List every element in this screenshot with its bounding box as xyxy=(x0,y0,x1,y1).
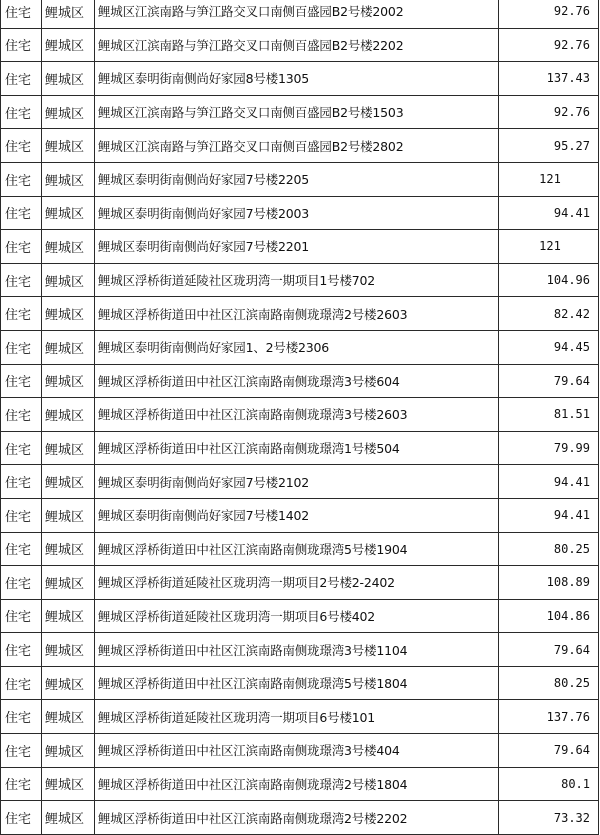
address-cell: 鲤城区泰明街南侧尚好家园7号楼1402 xyxy=(95,498,499,532)
district-cell: 鲤城区 xyxy=(42,431,95,465)
type-cell: 住宅 xyxy=(1,263,42,297)
area-cell: 73.32 xyxy=(499,801,599,835)
district-cell: 鲤城区 xyxy=(42,129,95,163)
type-cell: 住宅 xyxy=(1,801,42,835)
area-cell: 108.89 xyxy=(499,566,599,600)
table-row xyxy=(1,532,599,566)
area-cell: 81.51 xyxy=(499,398,599,432)
district-cell: 鲤城区 xyxy=(42,801,95,835)
area-cell: 79.64 xyxy=(499,734,599,768)
address-cell: 鲤城区江滨南路与笋江路交叉口南侧百盛园B2号楼2802 xyxy=(95,129,499,163)
table-row xyxy=(1,162,599,196)
district-cell: 鲤城区 xyxy=(42,162,95,196)
table-row xyxy=(1,263,599,297)
district-cell: 鲤城区 xyxy=(42,263,95,297)
table-row xyxy=(1,28,599,62)
type-cell: 住宅 xyxy=(1,28,42,62)
table-row xyxy=(1,734,599,768)
type-cell: 住宅 xyxy=(1,498,42,532)
table-row xyxy=(1,498,599,532)
district-cell: 鲤城区 xyxy=(42,62,95,96)
address-cell: 鲤城区泰明街南侧尚好家园7号楼2201 xyxy=(95,230,499,264)
type-cell: 住宅 xyxy=(1,398,42,432)
type-cell: 住宅 xyxy=(1,532,42,566)
table-row xyxy=(1,62,599,96)
area-cell: 121 xyxy=(499,230,599,264)
type-cell: 住宅 xyxy=(1,700,42,734)
area-cell: 121 xyxy=(499,162,599,196)
district-cell: 鲤城区 xyxy=(42,196,95,230)
address-cell: 鲤城区浮桥街道田中社区江滨南路南侧珑璟湾1号楼504 xyxy=(95,431,499,465)
area-cell: 95.27 xyxy=(499,129,599,163)
address-cell: 鲤城区泰明街南侧尚好家园7号楼2205 xyxy=(95,162,499,196)
district-cell: 鲤城区 xyxy=(42,465,95,499)
table-row xyxy=(1,465,599,499)
address-cell: 鲤城区浮桥街道延陵社区珑玥湾一期项目6号楼101 xyxy=(95,700,499,734)
table-row xyxy=(1,398,599,432)
area-cell: 79.64 xyxy=(499,633,599,667)
type-cell: 住宅 xyxy=(1,62,42,96)
type-cell: 住宅 xyxy=(1,666,42,700)
table-row xyxy=(1,431,599,465)
area-cell: 94.45 xyxy=(499,330,599,364)
table-row xyxy=(1,230,599,264)
address-cell: 鲤城区江滨南路与笋江路交叉口南侧百盛园B2号楼2202 xyxy=(95,28,499,62)
area-cell: 137.76 xyxy=(499,700,599,734)
area-cell: 92.76 xyxy=(499,0,599,28)
area-cell: 80.25 xyxy=(499,532,599,566)
district-cell: 鲤城区 xyxy=(42,95,95,129)
district-cell: 鲤城区 xyxy=(42,230,95,264)
district-cell: 鲤城区 xyxy=(42,633,95,667)
address-cell: 鲤城区浮桥街道田中社区江滨南路南侧珑璟湾2号楼2603 xyxy=(95,297,499,331)
district-cell: 鲤城区 xyxy=(42,734,95,768)
table-row xyxy=(1,666,599,700)
area-cell: 92.76 xyxy=(499,28,599,62)
address-cell: 鲤城区浮桥街道田中社区江滨南路南侧珑璟湾2号楼1804 xyxy=(95,767,499,801)
type-cell: 住宅 xyxy=(1,465,42,499)
district-cell: 鲤城区 xyxy=(42,566,95,600)
district-cell: 鲤城区 xyxy=(42,364,95,398)
address-cell: 鲤城区浮桥街道延陵社区珑玥湾一期项目1号楼702 xyxy=(95,263,499,297)
address-cell: 鲤城区浮桥街道田中社区江滨南路南侧珑璟湾3号楼1104 xyxy=(95,633,499,667)
address-cell: 鲤城区浮桥街道田中社区江滨南路南侧珑璟湾5号楼1904 xyxy=(95,532,499,566)
area-cell: 92.76 xyxy=(499,95,599,129)
area-cell: 82.42 xyxy=(499,297,599,331)
type-cell: 住宅 xyxy=(1,129,42,163)
area-cell: 80.25 xyxy=(499,666,599,700)
type-cell: 住宅 xyxy=(1,431,42,465)
address-cell: 鲤城区浮桥街道田中社区江滨南路南侧珑璟湾3号楼2603 xyxy=(95,398,499,432)
type-cell: 住宅 xyxy=(1,330,42,364)
table-row xyxy=(1,566,599,600)
table-row xyxy=(1,95,599,129)
address-cell: 鲤城区泰明街南侧尚好家园7号楼2102 xyxy=(95,465,499,499)
type-cell: 住宅 xyxy=(1,196,42,230)
area-cell: 79.64 xyxy=(499,364,599,398)
type-cell: 住宅 xyxy=(1,364,42,398)
type-cell: 住宅 xyxy=(1,734,42,768)
area-cell: 80.1 xyxy=(499,767,599,801)
district-cell: 鲤城区 xyxy=(42,666,95,700)
district-cell: 鲤城区 xyxy=(42,28,95,62)
table-row xyxy=(1,330,599,364)
area-cell: 79.99 xyxy=(499,431,599,465)
type-cell: 住宅 xyxy=(1,162,42,196)
table-row xyxy=(1,633,599,667)
district-cell: 鲤城区 xyxy=(42,398,95,432)
table-row xyxy=(1,129,599,163)
district-cell: 鲤城区 xyxy=(42,532,95,566)
type-cell: 住宅 xyxy=(1,566,42,600)
district-cell: 鲤城区 xyxy=(42,498,95,532)
district-cell: 鲤城区 xyxy=(42,700,95,734)
address-cell: 鲤城区浮桥街道田中社区江滨南路南侧珑璟湾5号楼1804 xyxy=(95,666,499,700)
table-row xyxy=(1,599,599,633)
table-body xyxy=(1,0,599,834)
district-cell: 鲤城区 xyxy=(42,297,95,331)
type-cell: 住宅 xyxy=(1,230,42,264)
area-cell: 104.86 xyxy=(499,599,599,633)
district-cell: 鲤城区 xyxy=(42,599,95,633)
area-cell: 94.41 xyxy=(499,498,599,532)
address-cell: 鲤城区浮桥街道延陵社区珑玥湾一期项目6号楼402 xyxy=(95,599,499,633)
address-cell: 鲤城区浮桥街道田中社区江滨南路南侧珑璟湾3号楼404 xyxy=(95,734,499,768)
address-cell: 鲤城区浮桥街道田中社区江滨南路南侧珑璟湾2号楼2202 xyxy=(95,801,499,835)
type-cell: 住宅 xyxy=(1,95,42,129)
area-cell: 94.41 xyxy=(499,465,599,499)
address-cell: 鲤城区泰明街南侧尚好家园8号楼1305 xyxy=(95,62,499,96)
table-row xyxy=(1,0,599,28)
type-cell: 住宅 xyxy=(1,633,42,667)
table-row xyxy=(1,297,599,331)
address-cell: 鲤城区江滨南路与笋江路交叉口南侧百盛园B2号楼1503 xyxy=(95,95,499,129)
address-cell: 鲤城区江滨南路与笋江路交叉口南侧百盛园B2号楼2002 xyxy=(95,0,499,28)
district-cell: 鲤城区 xyxy=(42,767,95,801)
type-cell: 住宅 xyxy=(1,297,42,331)
table-row xyxy=(1,700,599,734)
district-cell: 鲤城区 xyxy=(42,330,95,364)
address-cell: 鲤城区浮桥街道田中社区江滨南路南侧珑璟湾3号楼604 xyxy=(95,364,499,398)
area-cell: 104.96 xyxy=(499,263,599,297)
table-row xyxy=(1,767,599,801)
area-cell: 94.41 xyxy=(499,196,599,230)
address-cell: 鲤城区泰明街南侧尚好家园1、2号楼2306 xyxy=(95,330,499,364)
type-cell: 住宅 xyxy=(1,599,42,633)
table-row xyxy=(1,364,599,398)
area-cell: 137.43 xyxy=(499,62,599,96)
address-cell: 鲤城区浮桥街道延陵社区珑玥湾一期项目2号楼2-2402 xyxy=(95,566,499,600)
table-row xyxy=(1,196,599,230)
type-cell: 住宅 xyxy=(1,767,42,801)
district-cell: 鲤城区 xyxy=(42,0,95,28)
type-cell: 住宅 xyxy=(1,0,42,28)
table-row xyxy=(1,801,599,835)
address-cell: 鲤城区泰明街南侧尚好家园7号楼2003 xyxy=(95,196,499,230)
